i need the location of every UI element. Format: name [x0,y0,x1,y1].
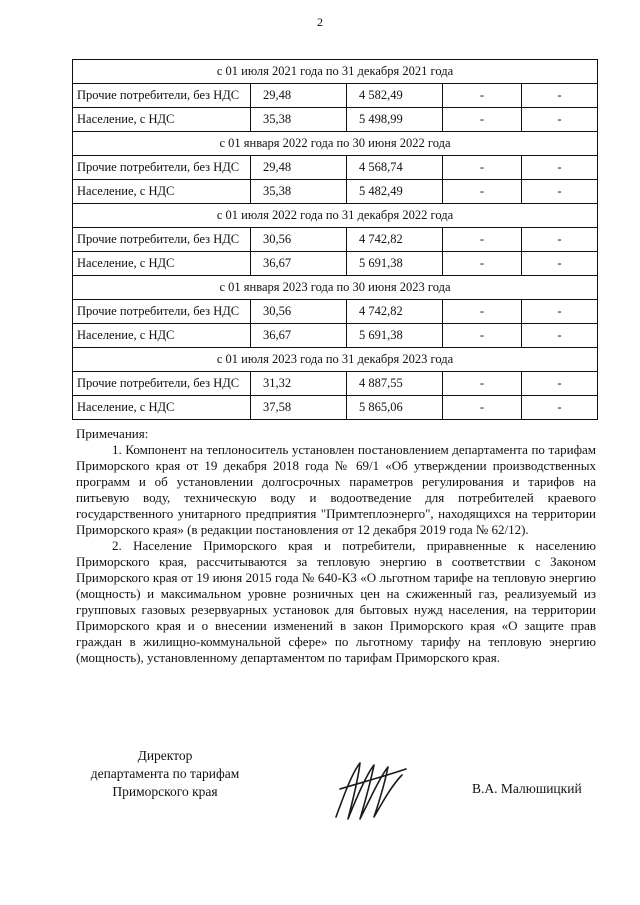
period-header-row [73,60,598,84]
tariff-value: 36,67 [251,252,347,276]
table-row [73,252,598,276]
period-header-row [73,132,598,156]
period-header-row [73,204,598,228]
tariff-value: 4 887,55 [347,372,443,396]
tariff-value: 5 691,38 [347,252,443,276]
period-header-row [73,276,598,300]
empty-value: - [443,84,522,108]
tariff-value: 4 568,74 [347,156,443,180]
tariff-value: 30,56 [251,300,347,324]
empty-value: - [443,372,522,396]
table-row [73,84,598,108]
empty-value: - [443,180,522,204]
empty-value: - [522,300,598,324]
tariff-value: 29,48 [251,156,347,180]
empty-value: - [522,108,598,132]
empty-value: - [522,180,598,204]
consumer-category: Население, с НДС [73,180,251,204]
consumer-category: Население, с НДС [73,324,251,348]
signatory-position-line: Директор [137,748,193,763]
signatory-position-line: Приморского края [112,784,218,799]
consumer-category: Прочие потребители, без НДС [73,156,251,180]
empty-value: - [443,252,522,276]
table-row [73,228,598,252]
note-item: 1. Компонент на теплоноситель установлен постановлением департамента по тарифам Приморского края от 19 декабря 2018 года № 69/1 «Об утверждении производственных программ и об установлении долгосрочных параметров регулирования и тарифов на питьевую воду, техническую воду и водоотведение для потребителей краевого государственного унитарного предприятия "Примтеплоэнерго", находящихся на территории Приморского края» (в редакции постановления от 12 декабря 2019 года № 62/12). [76,442,596,537]
signer-name: В.А. Малюшицкий [472,781,582,796]
tariff-value: 5 865,06 [347,396,443,420]
consumer-category: Прочие потребители, без НДС [73,372,251,396]
consumer-category: Прочие потребители, без НДС [73,300,251,324]
tariff-value: 5 482,49 [347,180,443,204]
signatory-position-line: департамента по тарифам [90,766,240,781]
note-item: 2. Население Приморского края и потребители, приравненные к населению Приморского края, рассчитываются за тепловую энергию в соответствии с Законом Приморского края от 19 июня 2015 года № 640-КЗ «О льготном тарифе на тепловую энергию (мощность) и максимальном уровне розничных цен на сжиженный газ, реализуемый из групповых газовых резервуарных установок для бытовых нужд населения, на территории Приморского края и о внесении изменений в закон Приморского края «О защите прав граждан в жилищно-коммунальной сфере» по льготному тарифу на тепловую энергию (мощность), установленному департаментом по тарифам Приморского края. [76,538,596,665]
handwritten-signature [330,755,410,825]
empty-value: - [443,108,522,132]
table-row [73,324,598,348]
signatory-position [80,747,250,801]
notes-section [76,426,596,666]
period-title: с 01 июля 2023 года по 31 декабря 2023 года [73,348,598,372]
tariff-value: 4 742,82 [347,228,443,252]
page-number: 2 [317,15,323,29]
empty-value: - [522,324,598,348]
consumer-category: Население, с НДС [73,396,251,420]
table-row [73,180,598,204]
tariff-table [72,59,598,420]
table-row [73,396,598,420]
tariff-value: 30,56 [251,228,347,252]
empty-value: - [522,372,598,396]
empty-value: - [443,300,522,324]
table-row [73,108,598,132]
empty-value: - [443,396,522,420]
tariff-value: 5 498,99 [347,108,443,132]
period-title: с 01 января 2022 года по 30 июня 2022 года [73,132,598,156]
table-row [73,372,598,396]
consumer-category: Население, с НДС [73,108,251,132]
empty-value: - [522,84,598,108]
empty-value: - [522,252,598,276]
period-title: с 01 июля 2021 года по 31 декабря 2021 года [73,60,598,84]
tariff-value: 35,38 [251,180,347,204]
tariff-value: 4 742,82 [347,300,443,324]
empty-value: - [522,396,598,420]
empty-value: - [522,228,598,252]
tariff-value: 37,58 [251,396,347,420]
tariff-value: 36,67 [251,324,347,348]
empty-value: - [443,324,522,348]
empty-value: - [443,156,522,180]
period-header-row [73,348,598,372]
tariff-value: 4 582,49 [347,84,443,108]
consumer-category: Прочие потребители, без НДС [73,84,251,108]
consumer-category: Население, с НДС [73,252,251,276]
table-row [73,156,598,180]
tariff-value: 35,38 [251,108,347,132]
tariff-value: 29,48 [251,84,347,108]
table-row [73,300,598,324]
period-title: с 01 января 2023 года по 30 июня 2023 года [73,276,598,300]
empty-value: - [522,156,598,180]
tariff-value: 5 691,38 [347,324,443,348]
tariff-value: 31,32 [251,372,347,396]
notes-heading: Примечания: [76,426,149,441]
consumer-category: Прочие потребители, без НДС [73,228,251,252]
period-title: с 01 июля 2022 года по 31 декабря 2022 года [73,204,598,228]
empty-value: - [443,228,522,252]
